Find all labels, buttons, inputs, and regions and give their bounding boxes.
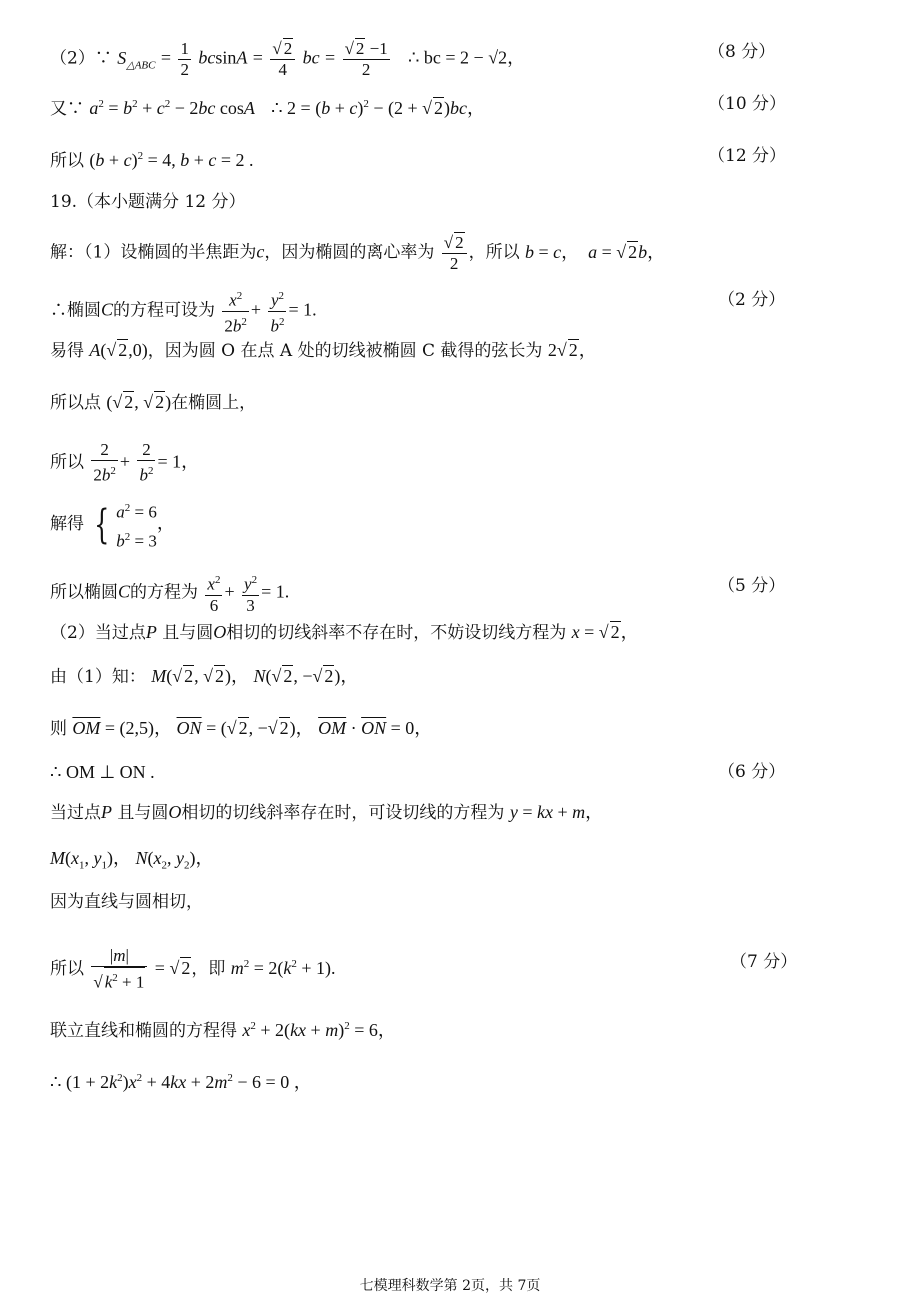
question-19-heading: 19.（本小题满分 12 分） bbox=[50, 192, 246, 212]
line-point-a: 易得 A(√ 2,0)，因为圆 O 在点 A 处的切线被椭圆 C 截得的弦长为 2√ 2， bbox=[50, 340, 597, 361]
line-distance: 所以 $\frac{|m|}{√ k^2 + 1}$ = √ 2，即 $m^2 = 2(k^2 + 1)$. bbox=[50, 946, 336, 992]
line-result-bc: 所以 $(b + c)^2 = 4$, b + c = 2 . bbox=[50, 150, 254, 171]
line-ellipse-equation: 所以椭圆C的方程为 $\frac{x^2}{6}$ + $\frac{y^2}{3}$ = 1. bbox=[50, 570, 289, 616]
score-6: （6 分） bbox=[718, 762, 786, 782]
line-perpendicular: ∴ OM ⊥ ON . bbox=[50, 762, 155, 782]
line-substitution: 所以 $\frac{2}{2b^2}$ + $\frac{2}{b^2}$ = 1， bbox=[50, 440, 200, 485]
line-cosine-law: 又∵ $a^2 = b^2 + c^2 - 2bc$ cosA ∴ $2 = (b + c)^2 - (2$ + √ 2)bc， bbox=[50, 98, 486, 119]
score-5: （5 分） bbox=[718, 576, 786, 596]
line-case-vertical: （2）当过点P 且与圆O相切的切线斜率不存在时，不妨设切线方程为 x = √ 2， bbox=[50, 622, 639, 643]
line-vectors: 则 $\overline{OM} = (2,5)$， $\overline{ON}$ = (√ 2, −√ 2)， $\overline{OM} \cdot \overline{ON} = 0$， bbox=[50, 718, 433, 739]
line-case-slope: 当过点P 且与圆O相切的切线斜率存在时，可设切线的方程为 y = kx + m， bbox=[50, 802, 604, 823]
line-points-mn: 由（1）知： M(√ 2, √ 2)， N(√ 2, −√ 2)， bbox=[50, 666, 359, 687]
line-area-formula: （2）∵ $S_{\triangle ABC}$ = $\frac{1}{2}$ bcsinA = $\frac{√ 2}{4}$ bc = $\frac{√ 2 -1}{2}$ ∴ bc = 2 − √2， bbox=[50, 38, 526, 79]
score-7: （7 分） bbox=[730, 952, 798, 972]
score-8: （8 分） bbox=[708, 42, 776, 62]
line-quadratic: ∴ $(1 + 2k^2)x^2 + 4kx + 2m^2 - 6 = 0$ ， bbox=[50, 1072, 312, 1092]
score-12: （12 分） bbox=[708, 146, 787, 166]
line-tangent: 因为直线与圆相切， bbox=[50, 892, 203, 912]
score-10: （10 分） bbox=[708, 94, 787, 114]
line-eccentricity: 解：（1）设椭圆的半焦距为c，因为椭圆的离心率为 $\frac{√ 2}{2}$ ，所以 b = c， a = √ 2b， bbox=[50, 233, 666, 273]
line-point-on-ellipse: 所以点 (√ 2, √ 2)在椭圆上， bbox=[50, 392, 257, 413]
line-mn-coords: $M(x_1$, $y_1$)， $N(x_2$, $y_2$)， bbox=[50, 848, 214, 872]
line-ellipse-form: ∴椭圆C的方程可设为 $\frac{x^2}{2b^2}$ + $\frac{y^2}{b^2}$ = 1. bbox=[50, 286, 317, 336]
score-2: （2 分） bbox=[718, 290, 786, 310]
line-combine: 联立直线和椭圆的方程得 $x^2 + 2(kx + m)^2 = 6$， bbox=[50, 1020, 396, 1041]
line-solve: 解得 { $a^2 = 6$ $b^2 = 3$ ， bbox=[50, 501, 175, 551]
page-footer: 七模理科数学第 2页，共 7页 bbox=[359, 1278, 541, 1294]
